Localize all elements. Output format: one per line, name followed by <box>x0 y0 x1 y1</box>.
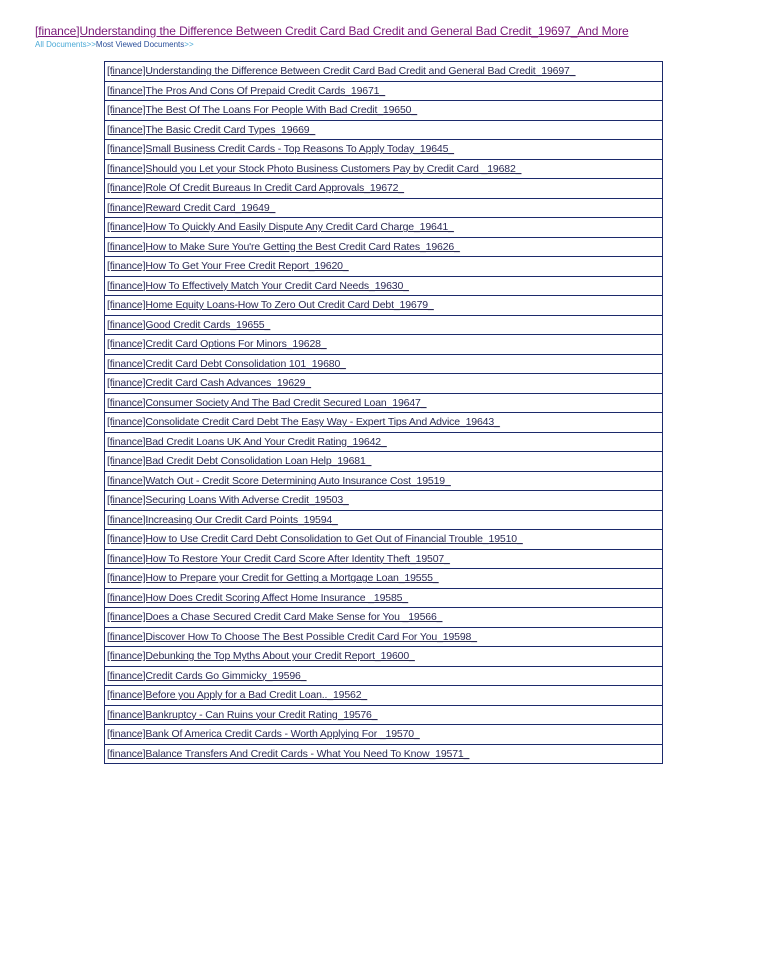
document-row <box>104 725 663 745</box>
document-link[interactable]: [finance]Increasing Our Credit Card Points_19594_ <box>107 513 338 526</box>
document-row <box>104 569 663 589</box>
document-link[interactable]: [finance]How To Restore Your Credit Card Score After Identity Theft_19507_ <box>107 552 450 565</box>
document-link[interactable]: [finance]How To Quickly And Easily Dispute Any Credit Card Charge_19641_ <box>107 221 454 234</box>
document-link[interactable]: [finance]How Does Credit Scoring Affect Home Insurance _19585_ <box>107 591 409 604</box>
breadcrumb-most-viewed[interactable]: Most Viewed Documents <box>95 40 185 49</box>
document-row <box>104 530 663 550</box>
document-row <box>104 257 663 277</box>
document-link[interactable]: [finance]Does a Chase Secured Credit Card Make Sense for You _19566_ <box>107 611 443 624</box>
document-link[interactable]: [finance]Understanding the Difference Between Credit Card Bad Credit and General Bad Credit_19697_ <box>107 65 576 78</box>
document-link[interactable]: [finance]Home Equity Loans-How To Zero Out Credit Card Debt_19679_ <box>107 299 434 312</box>
document-link[interactable]: [finance]Credit Cards Go Gimmicky_19596_ <box>107 669 307 682</box>
document-link[interactable]: [finance]Consolidate Credit Card Debt The Easy Way - Expert Tips And Advice_19643_ <box>107 416 500 429</box>
document-link[interactable]: [finance]How to Prepare your Credit for Getting a Mortgage Loan_19555_ <box>107 572 439 585</box>
document-link[interactable]: [finance]Bad Credit Loans UK And Your Credit Rating_19642_ <box>107 435 387 448</box>
document-row <box>104 686 663 706</box>
document-list <box>104 61 663 764</box>
document-link[interactable]: [finance]Watch Out - Credit Score Determining Auto Insurance Cost_19519_ <box>107 474 451 487</box>
document-row <box>104 628 663 648</box>
document-row <box>104 745 663 765</box>
breadcrumb-separator: >> <box>86 40 96 49</box>
document-row <box>104 218 663 238</box>
document-row <box>104 140 663 160</box>
document-row <box>104 706 663 726</box>
document-row <box>104 511 663 531</box>
document-link[interactable]: [finance]Discover How To Choose The Best Possible Credit Card For You_19598_ <box>107 630 477 643</box>
document-link[interactable]: [finance]How To Get Your Free Credit Report_19620_ <box>107 260 349 273</box>
document-link[interactable]: [finance]Bank Of America Credit Cards - Worth Applying For _19570_ <box>107 728 420 741</box>
document-link[interactable]: [finance]The Best Of The Loans For People With Bad Credit_19650_ <box>107 104 418 117</box>
document-row <box>104 452 663 472</box>
breadcrumb-separator: >> <box>184 40 194 49</box>
document-link[interactable]: [finance]Role Of Credit Bureaus In Credit Card Approvals_19672_ <box>107 182 404 195</box>
document-row <box>104 296 663 316</box>
document-link[interactable]: [finance]Small Business Credit Cards - Top Reasons To Apply Today_19645_ <box>107 143 454 156</box>
document-link[interactable]: [finance]Reward Credit Card_19649_ <box>107 201 276 214</box>
document-row <box>104 160 663 180</box>
document-row <box>104 550 663 570</box>
document-row <box>104 179 663 199</box>
document-row <box>104 335 663 355</box>
document-link[interactable]: [finance]Consumer Society And The Bad Credit Secured Loan_19647_ <box>107 396 427 409</box>
document-row <box>104 62 663 82</box>
document-link[interactable]: [finance]How to Make Sure You're Getting the Best Credit Card Rates_19626_ <box>107 240 460 253</box>
document-link[interactable]: [finance]Should you Let your Stock Photo Business Customers Pay by Credit Card _19682_ <box>107 162 522 175</box>
document-link[interactable]: [finance]How to Use Credit Card Debt Consolidation to Get Out of Financial Trouble_19510_ <box>107 533 523 546</box>
document-link[interactable]: [finance]Credit Card Options For Minors_19628_ <box>107 338 327 351</box>
document-link[interactable]: [finance]Before you Apply for a Bad Credit Loan.._19562_ <box>107 689 368 702</box>
document-row <box>104 355 663 375</box>
document-link[interactable]: [finance]The Basic Credit Card Types_19669_ <box>107 123 316 136</box>
document-link[interactable]: [finance]Securing Loans With Adverse Credit_19503_ <box>107 494 349 507</box>
document-row <box>104 589 663 609</box>
breadcrumb <box>35 40 194 49</box>
document-row <box>104 121 663 141</box>
document-link[interactable]: [finance]Debunking the Top Myths About your Credit Report_19600_ <box>107 650 415 663</box>
document-link[interactable]: [finance]How To Effectively Match Your Credit Card Needs_19630_ <box>107 279 409 292</box>
page-title[interactable]: [finance]Understanding the Difference Between Credit Card Bad Credit and General Bad Credit_19697_And More <box>35 24 629 38</box>
document-link[interactable]: [finance]Bankruptcy - Can Ruins your Credit Rating_19576_ <box>107 708 378 721</box>
document-link[interactable]: [finance]Credit Card Debt Consolidation 101_19680_ <box>107 357 346 370</box>
breadcrumb-all-documents[interactable]: All Documents <box>35 40 87 49</box>
document-row <box>104 608 663 628</box>
document-link[interactable]: [finance]Bad Credit Debt Consolidation Loan Help_19681_ <box>107 455 372 468</box>
document-link[interactable]: [finance]Balance Transfers And Credit Cards - What You Need To Know_19571_ <box>107 747 470 760</box>
document-row <box>104 238 663 258</box>
document-link[interactable]: [finance]Good Credit Cards_19655_ <box>107 318 271 331</box>
document-row <box>104 394 663 414</box>
document-row <box>104 374 663 394</box>
document-link[interactable]: [finance]Credit Card Cash Advances_19629_ <box>107 377 311 390</box>
document-row <box>104 413 663 433</box>
document-row <box>104 667 663 687</box>
document-row <box>104 277 663 297</box>
document-row <box>104 82 663 102</box>
document-row <box>104 491 663 511</box>
document-row <box>104 101 663 121</box>
document-row <box>104 433 663 453</box>
document-row <box>104 199 663 219</box>
document-link[interactable]: [finance]The Pros And Cons Of Prepaid Credit Cards_19671_ <box>107 84 386 97</box>
document-row <box>104 647 663 667</box>
document-row <box>104 316 663 336</box>
document-row <box>104 472 663 492</box>
